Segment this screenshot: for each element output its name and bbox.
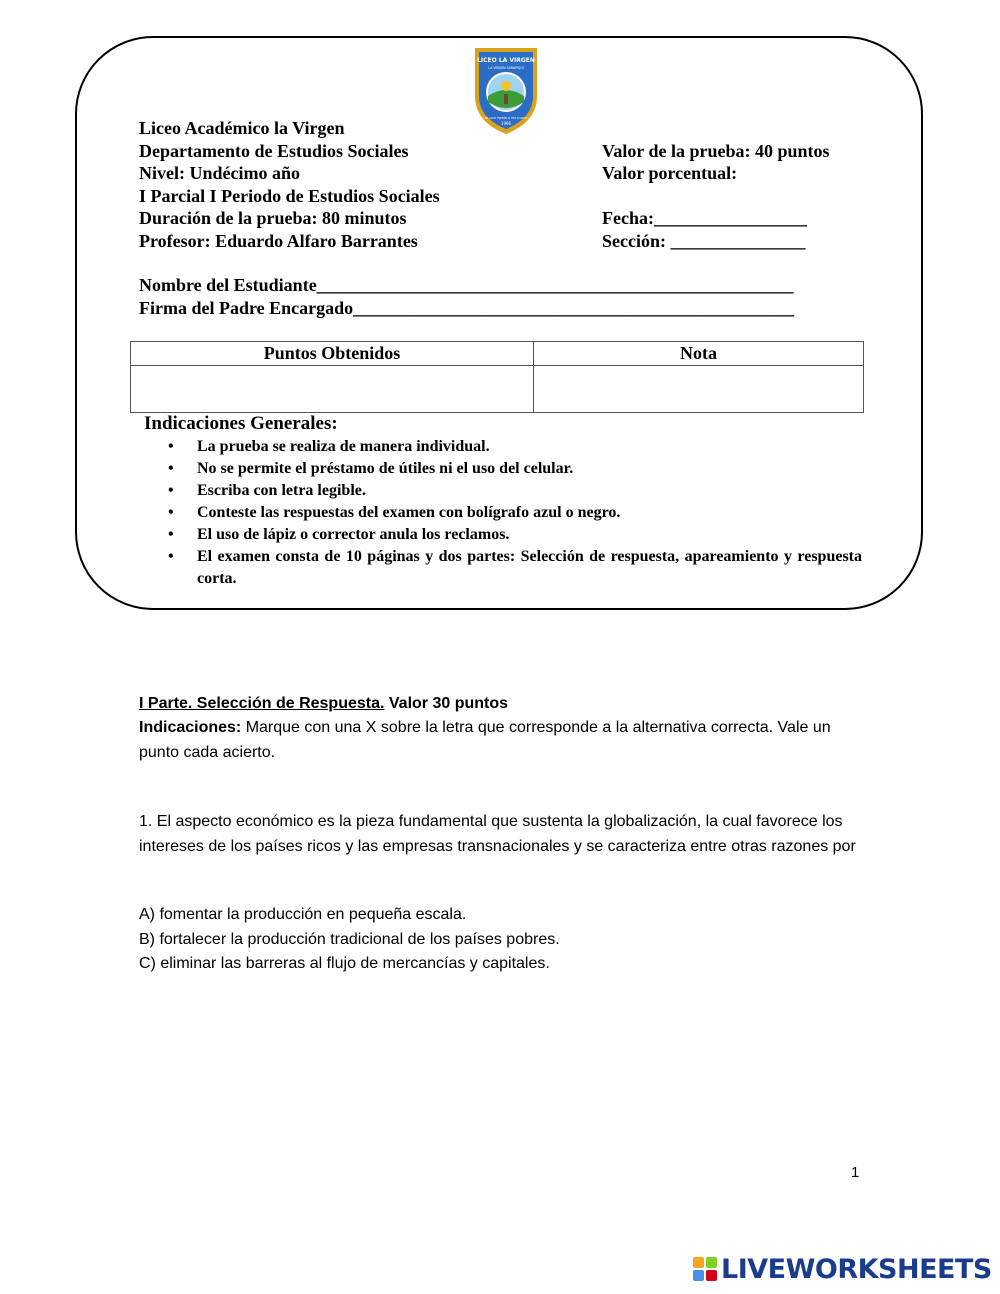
part1-value: Valor 30 puntos [384,695,509,712]
crest-top-text: LICEO LA VIRGEN [477,57,535,64]
part1-title: I Parte. Selección de Respuesta. [139,695,385,712]
crest-sub-text: LA VIRGEN SARAPIQUÍ [488,66,524,70]
grade-header: Nota [534,342,864,366]
exam-title: I Parcial I Periodo de Estudios Sociales [139,185,440,206]
list-item: • El examen consta de 10 páginas y dos partes: Selección de respuesta, apareamiento y respuesta corta. [168,546,862,590]
list-item: • Conteste las respuestas del examen con bolígrafo azul o negro. [168,502,862,524]
crest-year: 1996 [500,121,512,126]
exam-value: Valor de la prueba: 40 puntos [602,140,830,161]
grade-cell[interactable] [534,366,864,413]
option-c[interactable]: C) eliminar las barreras al flujo de mercancías y capitales. [139,955,550,972]
option-a[interactable]: A) fomentar la producción en pequeña escala. [139,906,467,923]
header-right-block [602,117,830,253]
student-fields [139,274,794,319]
question-1-text: 1. El aspecto económico es la pieza fundamental que sustenta la globalización, la cual favorece los intereses de los países ricos y las empresas transnacionales y se caracteriza entre otras razones por [139,813,856,855]
part1-ind-text: Marque con una X sobre la letra que corresponde a la alternativa correcta. Vale un punto cada acierto. [139,719,831,761]
part1-instructions [139,716,859,765]
teacher: Profesor: Eduardo Alfaro Barrantes [139,230,418,251]
level: Nivel: Undécimo año [139,163,300,184]
student-name-field[interactable]: Nombre del Estudiante_____________________________________________________ [139,275,794,295]
question-1-options [139,903,859,977]
section-field[interactable]: Sección: _______________ [602,230,806,251]
points-cell[interactable] [131,366,534,413]
department: Departamento de Estudios Sociales [139,140,409,161]
crest-motto: UN ALTO EJEMPLO EDUCATIVO [483,116,529,120]
list-item: • Escriba con letra legible. [168,480,862,502]
points-header: Puntos Obtenidos [131,342,534,366]
brand-name: LIVEWORKSHEETS [721,1253,992,1285]
score-table [130,341,864,413]
liveworksheets-logo [692,1254,992,1284]
list-item: • El uso de lápiz o corrector anula los reclamos. [168,524,862,546]
part1-ind-label: Indicaciones: [139,719,242,736]
duration: Duración de la prueba: 80 minutos [139,208,407,229]
parent-signature-field[interactable]: Firma del Padre Encargado_________________________________________________ [139,297,795,318]
school-name: Liceo Académico la Virgen [139,118,345,138]
school-crest-logo [471,44,541,136]
list-item: • No se permite el préstamo de útiles ni el uso del celular. [168,458,862,480]
header-left-block [139,117,440,253]
option-b[interactable]: B) fortalecer la producción tradicional de los países pobres. [139,930,560,948]
percent-value: Valor porcentual: [602,163,738,184]
part1-heading [139,692,859,717]
date-field[interactable]: Fecha:_________________ [602,208,807,229]
general-instructions-title: Indicaciones Generales: [144,413,338,434]
liveworksheets-icon [692,1256,718,1282]
general-instructions-list [168,436,862,590]
list-item: • La prueba se realiza de manera individual. [168,436,862,458]
page-number: 1 [851,1164,860,1181]
